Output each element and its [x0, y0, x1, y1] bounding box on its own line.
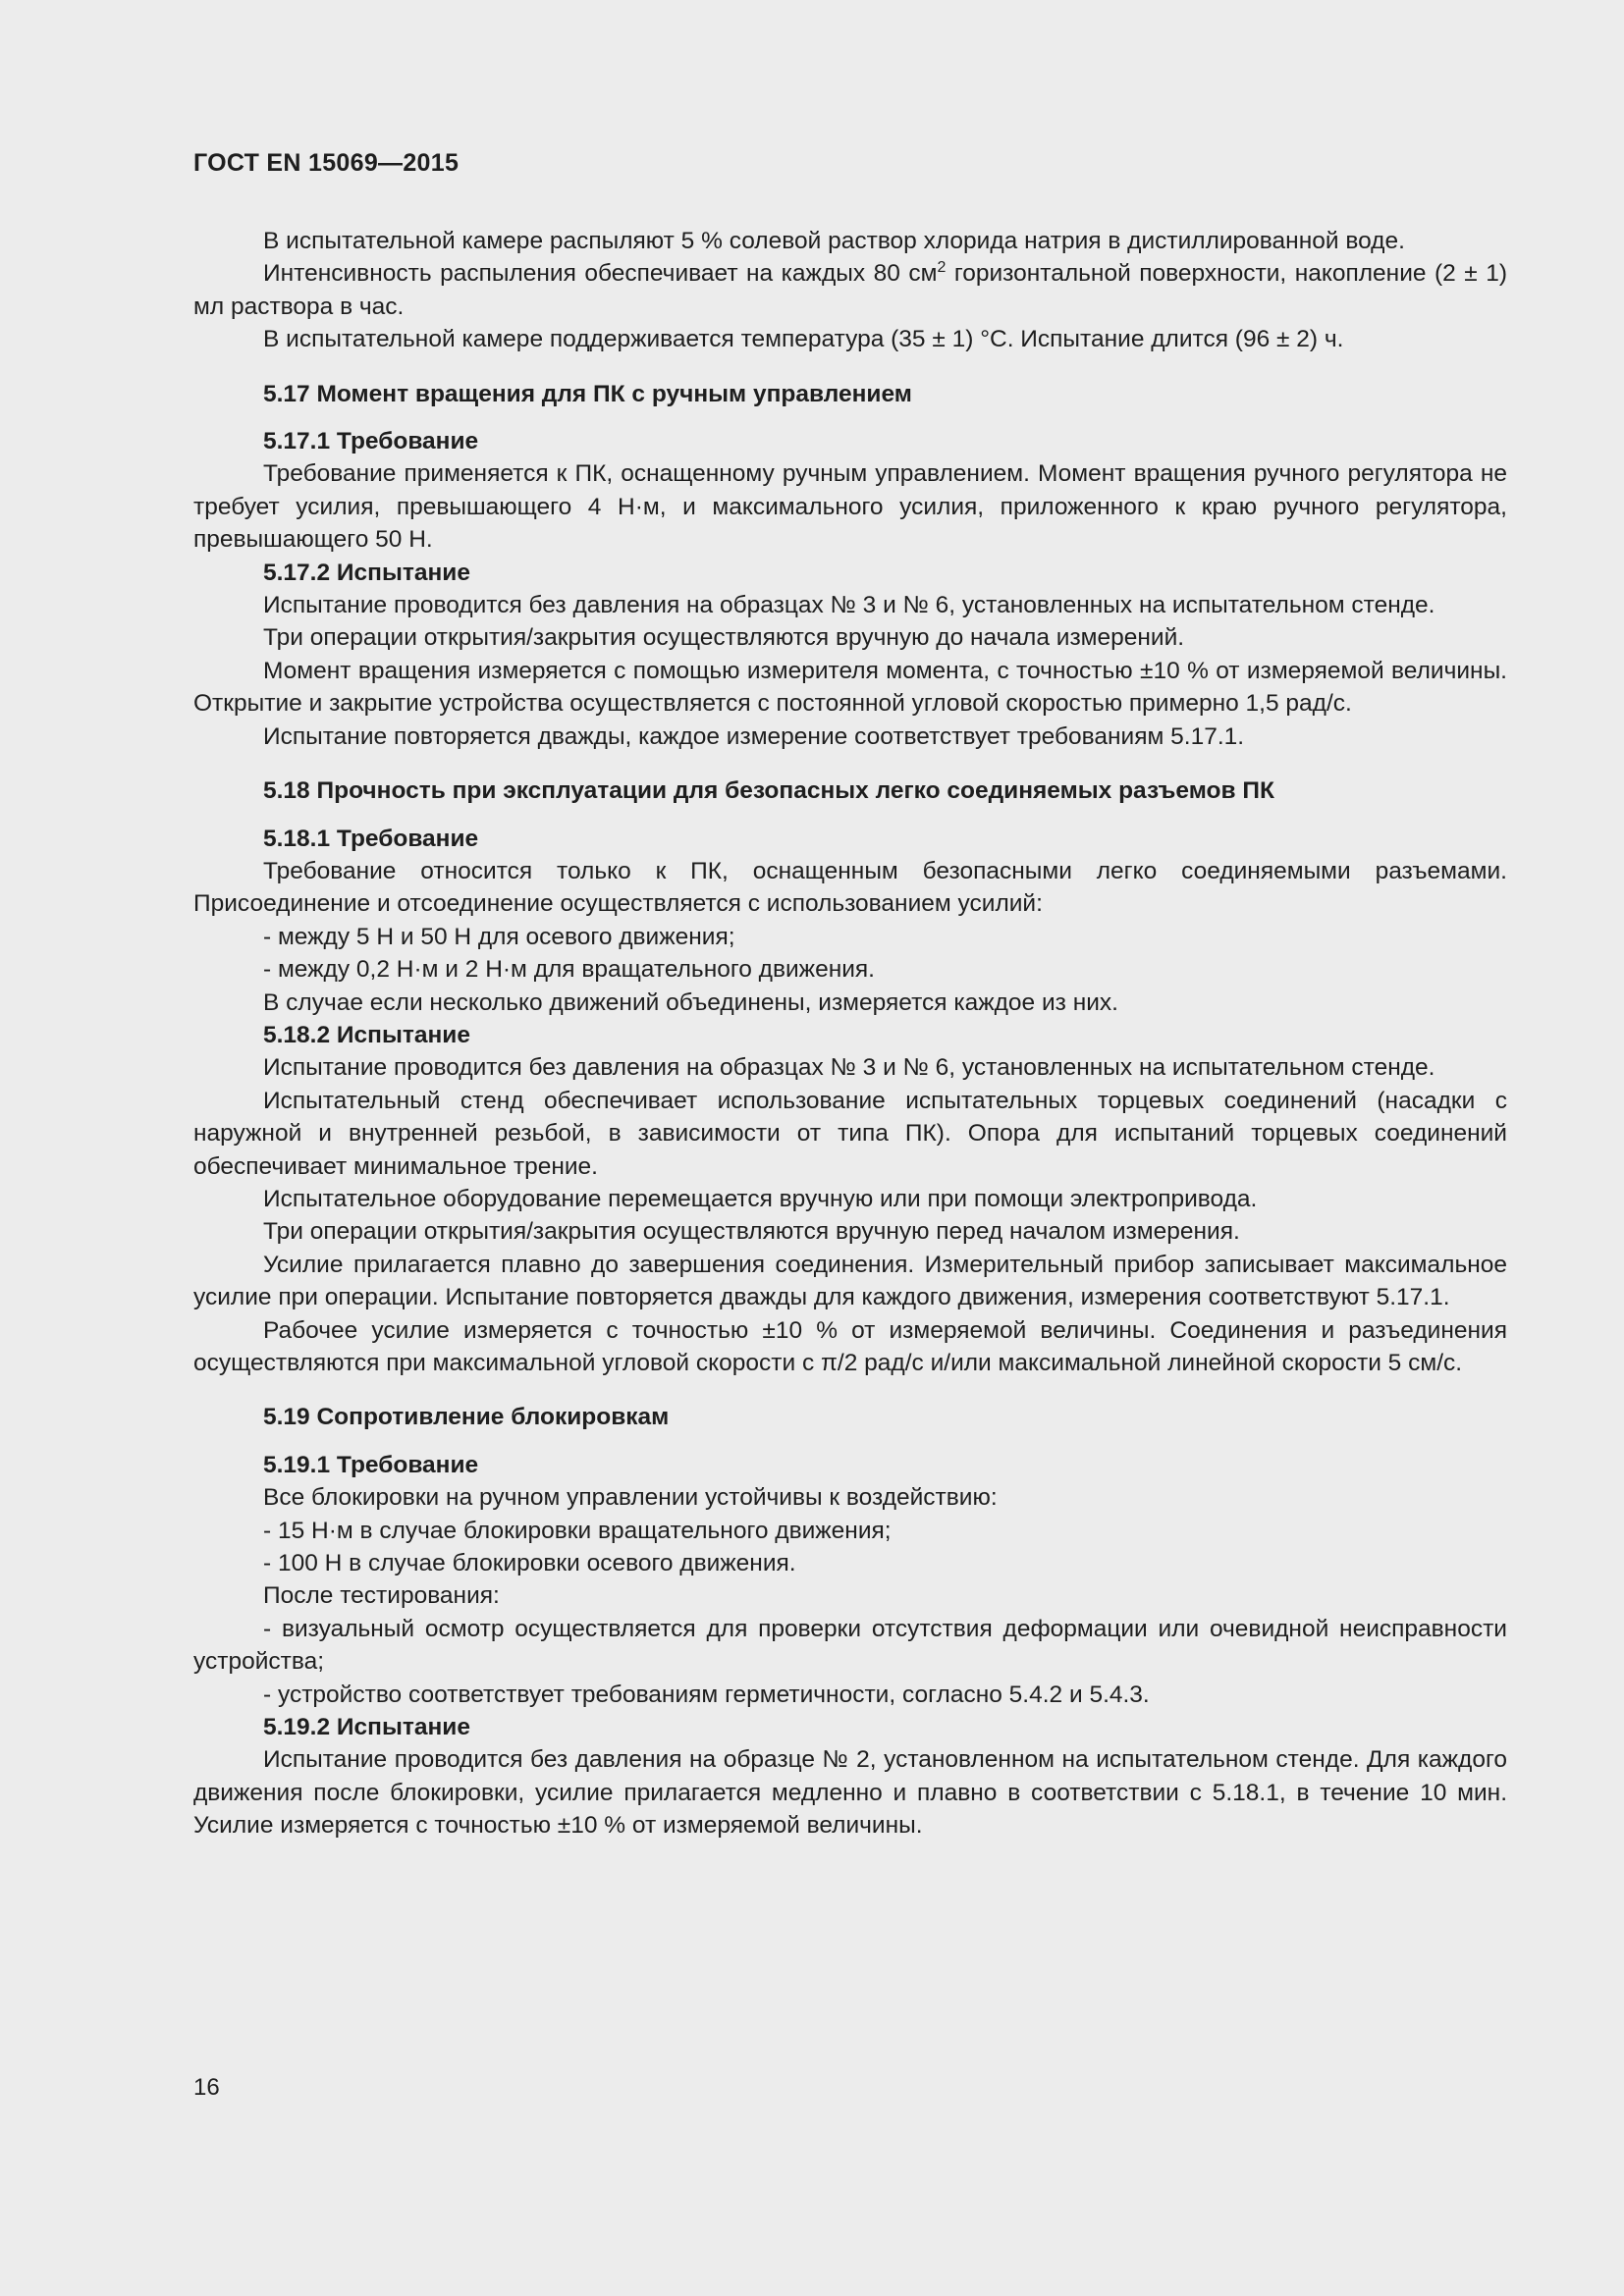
section-heading-5-19: 5.19 Сопротивление блокировкам — [263, 1404, 670, 1431]
paragraph: Испытательный стенд обеспечивает использование испытательных торцевых соединений (насадки с наружной и внутренней резьбой, в зависимости от типа ПК). Опора для испытаний торцевых соединений обеспечивает минимальное трение. — [193, 1087, 1507, 1180]
list-item: - 15 Н·м в случае блокировки вращательного движения; — [263, 1517, 892, 1544]
paragraph: В случае если несколько движений объединены, измеряется каждое из них. — [263, 988, 1118, 1016]
paragraph-text: горизонтальной поверхности, накопление (2 ± 1) мл раствора в час. — [193, 260, 1508, 320]
paragraph: В испытательной камере распыляют 5 % солевой раствор хлорида натрия в дистиллированной воде. — [263, 228, 1405, 254]
paragraph: Испытательное оборудование перемещается вручную или при помощи электропривода. — [263, 1185, 1258, 1212]
paragraph: В испытательной камере поддерживается температура (35 ± 1) °С. Испытание длится (96 ± 2) ч. — [263, 326, 1344, 353]
paragraph: Требование применяется к ПК, оснащенному ручным управлением. Момент вращения ручного регулятора не требует усилия, превышающего 4 Н·м, и максимального усилия, приложенного к краю ручного регулятора, превышающего 50 Н. — [193, 460, 1507, 554]
paragraph: Усилие прилагается плавно до завершения соединения. Измерительный прибор записывает максимальное усилие при операции. Испытание повторяется дважды для каждого движения, измерения соответствуют 5.17.1. — [193, 1251, 1507, 1311]
list-item: - между 0,2 Н·м и 2 Н·м для вращательного движения. — [263, 956, 875, 984]
paragraph: Испытание проводится без давления на образцах № 3 и № 6, установленных на испытательном стенде. — [263, 592, 1435, 619]
subsection-heading-5-17-2: 5.17.2 Испытание — [263, 559, 470, 586]
paragraph: Три операции открытия/закрытия осуществляются вручную перед началом измерения. — [263, 1218, 1240, 1246]
subsection-heading-5-18-2: 5.18.2 Испытание — [263, 1021, 470, 1048]
subsection-heading-5-17-1: 5.17.1 Требование — [263, 428, 479, 455]
section-heading-5-18: 5.18 Прочность при эксплуатации для безопасных легко соединяемых разъемов ПК — [263, 777, 1274, 805]
subsection-heading-5-18-1: 5.18.1 Требование — [263, 825, 479, 852]
paragraph: Испытание проводится без давления на образце № 2, установленном на испытательном стенде. Для каждого движения после блокировки, усилие прилагается медленно и плавно в соответствии с 5.18.1, в течение 10 мин. Усилие измеряется с точностью ±10 % от измеряемой величины. — [193, 1746, 1507, 1840]
paragraph: Рабочее усилие измеряется с точностью ±10 % от измеряемой величины. Соединения и разъединения осуществляются при максимальной угловой скорости с π/2 рад/с и/или максимальной линейной скорости 5 см/с. — [193, 1316, 1507, 1376]
paragraph: Три операции открытия/закрытия осуществляются вручную до начала измерений. — [263, 624, 1185, 652]
paragraph — [193, 257, 1507, 323]
paragraph: Требование относится только к ПК, оснащенным безопасными легко соединяемыми разъемами. Присоединение и отсоединение осуществляется с использованием усилий: — [193, 857, 1507, 918]
superscript: 2 — [937, 259, 947, 277]
list-item: - между 5 Н и 50 Н для осевого движения; — [263, 923, 735, 950]
paragraph: После тестирования: — [263, 1582, 500, 1610]
paragraph: Испытание проводится без давления на образцах № 3 и № 6, установленных на испытательном стенде. — [263, 1054, 1435, 1082]
paragraph: Момент вращения измеряется с помощью измерителя момента, с точностью ±10 % от измеряемой величины. Открытие и закрытие устройства осуществляется с постоянной угловой скоростью примерно 1,5 рад/с. — [193, 657, 1507, 718]
paragraph: Все блокировки на ручном управлении устойчивы к воздействию: — [263, 1484, 998, 1512]
page-number: 16 — [193, 2074, 220, 2101]
paragraph: Испытание повторяется дважды, каждое измерение соответствует требованиям 5.17.1. — [263, 722, 1245, 750]
paragraph-text: Интенсивность распыления обеспечивает на каждых 80 см — [263, 260, 938, 288]
section-heading-5-17: 5.17 Момент вращения для ПК с ручным управлением — [263, 380, 912, 407]
list-item: - визуальный осмотр осуществляется для проверки отсутствия деформации или очевидной неисправности устройства; — [193, 1615, 1507, 1676]
list-item: - устройство соответствует требованиям герметичности, согласно 5.4.2 и 5.4.3. — [263, 1681, 1150, 1708]
document-body — [193, 225, 1507, 1842]
list-item: - 100 Н в случае блокировки осевого движения. — [263, 1550, 796, 1577]
subsection-heading-5-19-1: 5.19.1 Требование — [263, 1451, 479, 1478]
subsection-heading-5-19-2: 5.19.2 Испытание — [263, 1714, 470, 1741]
document-header: ГОСТ EN 15069—2015 — [193, 149, 460, 177]
